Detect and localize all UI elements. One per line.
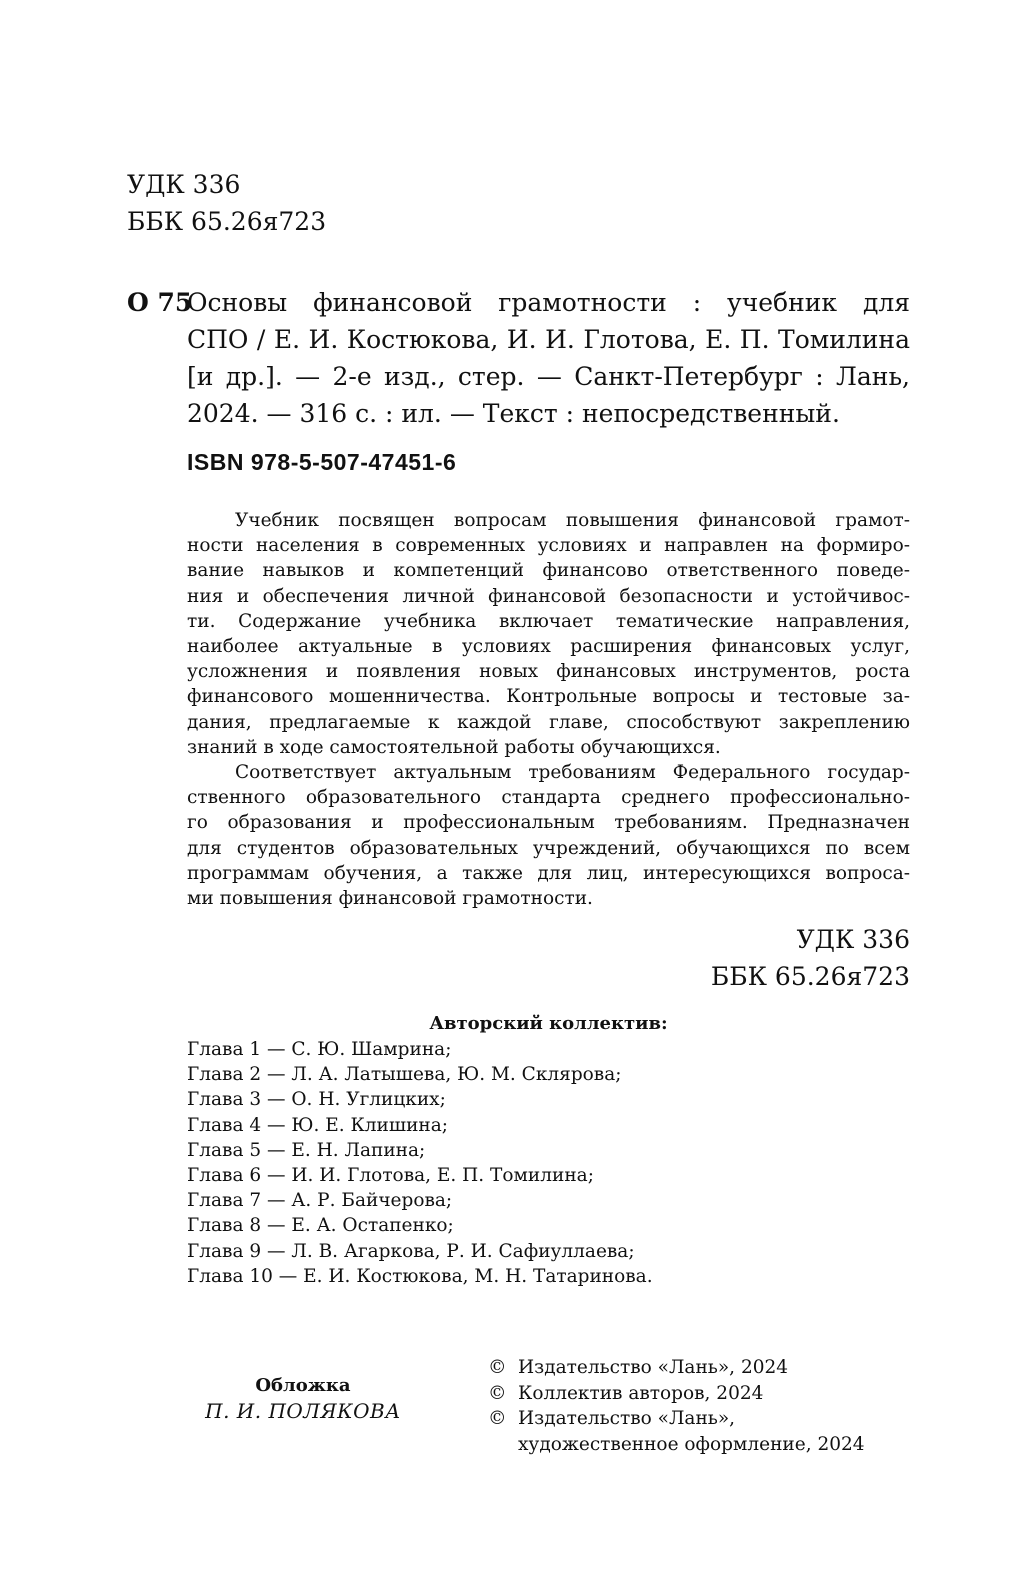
annotation-line: дания, предлагаемые к каждой главе, способствуют закреплению — [187, 711, 910, 733]
bbk-code-bottom: ББК 65.26я723 — [710, 962, 910, 991]
bottom-classification-codes — [711, 921, 910, 995]
annotation-line: ми повышения финансовой грамотности. — [187, 888, 593, 910]
bibliographic-description — [187, 284, 910, 432]
author-entry: Глава 5 — Е. Н. Лапина; — [187, 1139, 426, 1161]
biblio-line: Основы финансовой грамотности : учебник для — [187, 288, 910, 317]
catalog-mark: О 75 — [127, 288, 193, 317]
cover-label: Обложка — [255, 1375, 351, 1396]
bbk-code-top: ББК 65.26я723 — [127, 207, 327, 236]
copyright-line — [488, 1406, 865, 1432]
isbn: ISBN 978-5-507-47451-6 — [187, 449, 457, 475]
udk-code-bottom: УДК 336 — [796, 925, 910, 954]
annotation-line: Учебник посвящен вопросам повышения финансовой грамот- — [235, 510, 910, 531]
copyright-symbol: © — [488, 1382, 507, 1404]
annotation-line: для студентов образовательных учреждений, обучающихся по всем — [187, 837, 910, 859]
annotation-line: программам обучения, а также для лиц, интересующихся вопроса- — [187, 862, 910, 884]
annotation-line: финансового мошенничества. Контрольные вопросы и тестовые за- — [187, 686, 910, 708]
copyright-text: Издательство «Лань», — [518, 1408, 736, 1429]
annotation-line: ственного образовательного стандарта среднего профессионально- — [187, 787, 910, 809]
author-entry: Глава 4 — Ю. Е. Клишина; — [187, 1114, 449, 1136]
annotation-line: Соответствует актуальным требованиям Федерального государ- — [235, 762, 910, 784]
cover-artist: П. И. ПОЛЯКОВА — [205, 1399, 401, 1423]
authors-list — [187, 1037, 653, 1289]
author-entry: Глава 3 — О. Н. Углицких; — [187, 1089, 446, 1111]
authors-heading: Авторский коллектив: — [429, 1013, 668, 1034]
author-entry: Глава 1 — С. Ю. Шамрина; — [187, 1039, 452, 1060]
author-entry: Глава 6 — И. И. Глотова, Е. П. Томилина; — [187, 1165, 594, 1187]
copyright-notices — [488, 1355, 865, 1457]
copyright-line — [488, 1381, 865, 1407]
top-classification-codes — [127, 166, 326, 240]
copyright-symbol: © — [488, 1408, 507, 1429]
copyright-symbol: © — [488, 1357, 507, 1378]
annotation-line: наиболее актуальные в условиях расширения финансовых услуг, — [187, 636, 910, 658]
biblio-line: 2024. — 316 с. : ил. — Текст : непосредственный. — [187, 399, 840, 428]
annotation-line: ти. Содержание учебника включает тематические направления, — [187, 610, 910, 632]
annotation-line: ния и обеспечения личной финансовой безопасности и устойчивос- — [187, 585, 910, 607]
author-entry: Глава 2 — Л. А. Латышева, Ю. М. Склярова; — [187, 1064, 622, 1086]
annotation-line: го образования и профессиональным требованиям. Предназначен — [187, 812, 910, 834]
annotation-line: ности населения в современных условиях и направлен на формиро- — [187, 535, 910, 557]
copyright-text: Коллектив авторов, 2024 — [518, 1382, 764, 1404]
copyright-text: Издательство «Лань», 2024 — [518, 1357, 789, 1378]
author-entry: Глава 9 — Л. В. Агаркова, Р. И. Сафиуллаева; — [187, 1240, 635, 1262]
copyright-line — [488, 1355, 865, 1381]
author-entry: Глава 7 — А. Р. Байчерова; — [187, 1190, 453, 1212]
biblio-line: [и др.]. — 2-е изд., стер. — Санкт-Петербург : Лань, — [187, 362, 910, 391]
author-entry: Глава 8 — Е. А. Остапенко; — [187, 1215, 454, 1237]
udk-code-top: УДК 336 — [127, 170, 241, 199]
author-entry: Глава 10 — Е. И. Костюкова, М. Н. Татаринова. — [187, 1265, 653, 1287]
annotation — [187, 508, 910, 911]
annotation-line: знаний в ходе самостоятельной работы обучающихся. — [187, 736, 721, 758]
cover-credit — [187, 1374, 419, 1424]
biblio-line: СПО / Е. И. Костюкова, И. И. Глотова, Е. П. Томилина — [187, 325, 910, 354]
annotation-line: усложнения и появления новых финансовых инструментов, роста — [187, 661, 910, 683]
copyright-continuation: художественное оформление, 2024 — [518, 1433, 865, 1455]
annotation-line: вание навыков и компетенций финансово ответственного поведе- — [187, 560, 910, 582]
